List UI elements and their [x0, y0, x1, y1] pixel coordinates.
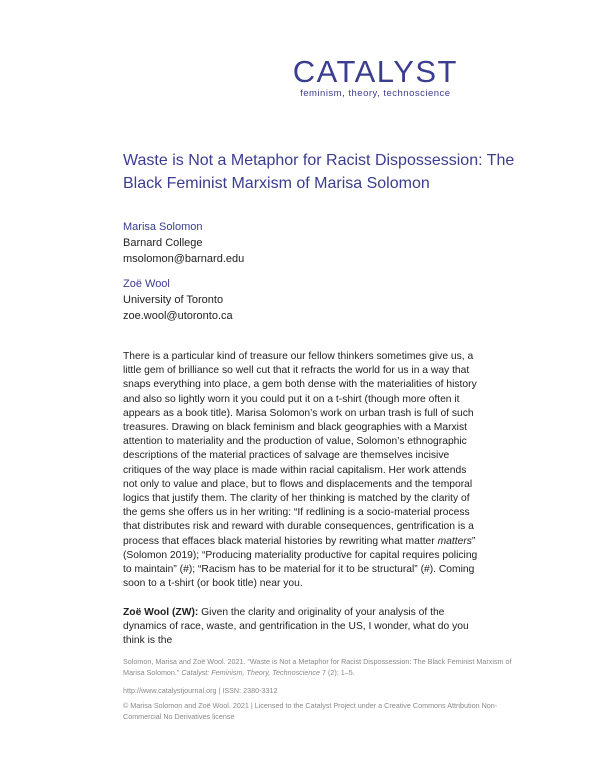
author-affiliation: University of Toronto: [123, 294, 224, 306]
logo-tagline: feminism, theory, technoscience: [300, 88, 451, 99]
body-paragraph-2: [123, 606, 483, 649]
author-name: Zoë Wool: [123, 278, 170, 290]
citation-text-a: Solomon, Marisa and Zoë Wool. 2021. “Waste is Not a Metaphor for Racist Dispossession: The Black Feminist Marxism of Marisa Solomon.”: [123, 657, 512, 677]
para1-emphasis: matters: [437, 535, 472, 547]
journal-logo: [293, 56, 458, 99]
para1-text-a: There is a particular kind of treasure our fellow thinkers sometimes give us, a little gem of brilliance so well cut that it refracts the world for us in a way that snaps everything into place, a gem both dense with the materialities of history and also so lightly worn it you could put it on a t-shirt (though more often it appears as a book title). Marisa Solomon’s work on urban trash is full of such treasures. Drawing on black feminism and black geographies with a Marxist attention to materiality and the production of value, Solomon’s ethnographic descriptions of the material practices of salvage are themselves incisive critiques of the way place is made within racial capitalism. Her work attends not only to value and place, but to flows and displacements and the temporal logics that justify them. The clarity of her thinking is matched by the clarity of the gems she offers us in her writing: “If redlining is a socio-material process that distributes risk and reward with durable consequences, gentrification is a process that effaces black material histories by rewriting what matter: [123, 351, 477, 547]
footer-license: © Marisa Solomon and Zoë Wool. 2021 | Licensed to the Catalyst Project under a Creative Commons Attribution Non-Commercial No Derivatives license: [123, 701, 498, 721]
article-title: Waste is Not a Metaphor for Racist Dispossession: The Black Feminist Marxism of Marisa Solomon: [123, 152, 515, 192]
logo-wordmark: CATALYST: [292, 54, 458, 89]
author-block-2: [123, 276, 233, 324]
para2-text: Given the clarity and originality of your analysis of the dynamics of race, waste, and gentrification in the US, I wonder, what do you think is the: [123, 607, 469, 647]
citation-journal: Catalyst: Feminism, Theory, Technoscience: [181, 667, 320, 677]
author-email[interactable]: msolomon@barnard.edu: [123, 253, 245, 265]
footer-url-issn[interactable]: http://www.catalystjournal.org | ISSN: 2380-3312: [123, 686, 278, 695]
para1-text-b: ” (Solomon 2019); “Producing materiality productive for capital requires policing to maintain” (#); “Racism has to be material for it to be structural” (#). Coming soon to a t-shirt (or book title) near you.: [123, 535, 478, 590]
interviewer-speaker: Zoë Wool (ZW):: [123, 607, 199, 618]
citation-text-b: 7 (2): 1–5.: [319, 667, 355, 677]
author-block-1: [123, 219, 244, 267]
author-name: Marisa Solomon: [123, 221, 203, 233]
author-affiliation: Barnard College: [123, 237, 203, 249]
body-paragraph-1: [123, 350, 483, 591]
footer-citation: [123, 657, 523, 678]
author-email[interactable]: zoe.wool@utoronto.ca: [123, 310, 233, 322]
